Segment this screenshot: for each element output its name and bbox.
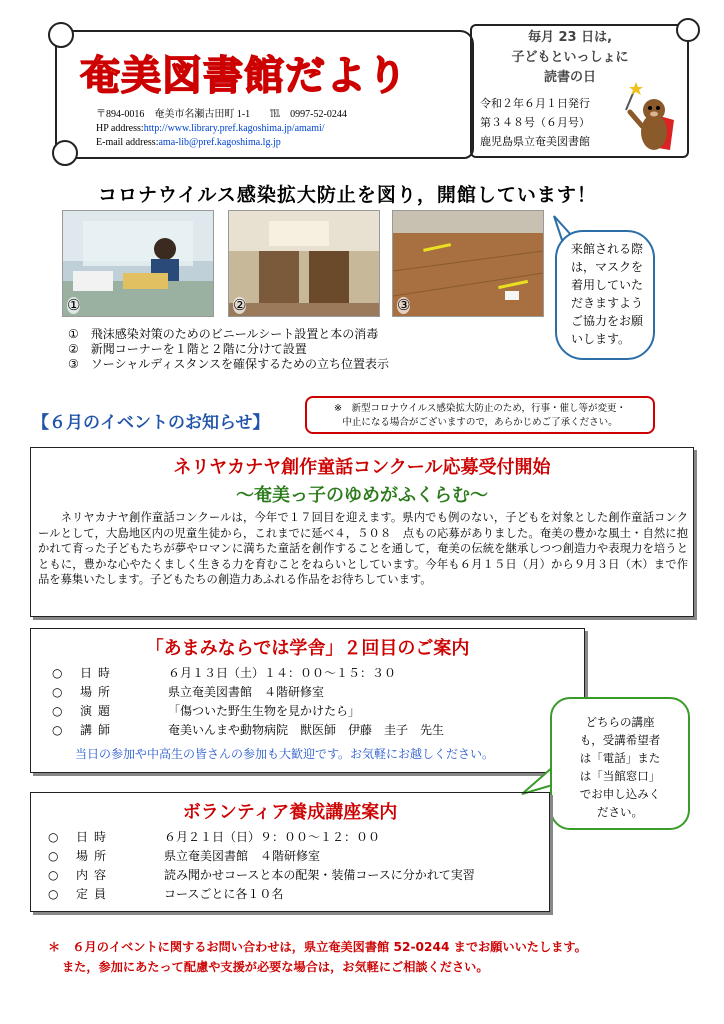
- photo-number-2: ②: [233, 296, 247, 314]
- photo-newspaper-corner: [228, 210, 380, 317]
- application-bubble: どちらの講座 も，受講希望者 は「電話」また は「当館窓口」 でお申し込みく ださい。: [550, 697, 690, 830]
- mask-request-text: 来館される際は，マスクを着用していただきますようご協力をお願いします。: [571, 242, 644, 346]
- detail-row: ○ 講師 奄美いんまや動物病院 獣医師 伊藤 圭子 先生: [52, 723, 445, 737]
- list-item: ① 飛沫感染対策のためのビニールシート設置と本の消毒: [68, 327, 379, 341]
- mascot-icon: [612, 80, 682, 154]
- inquiry-footer: [48, 937, 587, 977]
- footer-line-1: ＊ ６月のイベントに関するお問い合わせは，県立奄美図書館 52-0244 までお願いいたします。: [48, 940, 587, 954]
- scroll-curl-top: [48, 22, 74, 48]
- publication-scroll-curl: [676, 18, 700, 42]
- volunteer-title: ボランティア養成講座案内: [182, 802, 398, 823]
- contact-block: [96, 108, 347, 150]
- contest-description: ネリヤカナヤ創作童話コンクールは，今年で１７回目を迎えます。県内でも例のない，子どもを対象とした創作童話コンクールとして，大島地区内の児童生徒から，これまでに延べ４，５０８ 点もの応募がありました。奄美の豊かな風土・自然に抱かれて育った子どもたちが夢やロマンに満ちた童話を創作することを通して，奄美の伝統を継承しつつ創造力や表現力を培うとともに，豊かな心やたくましく生きる力を育むことをねらいとしています。今年も６月１５日（月）から９月３日（木）まで作品を募集いたします。子どもたちの創造力あふれる作品をお待ちしています。: [38, 511, 688, 586]
- mask-request-bubble: [555, 230, 655, 360]
- detail-row: ○ 場所 県立奄美図書館 ４階研修室: [52, 685, 325, 699]
- issue-number: 第３４８号（６月号）: [480, 116, 590, 129]
- hp-link[interactable]: http://www.library.pref.kagoshima.jp/amami/: [143, 123, 325, 134]
- photo-image-1: [63, 211, 213, 316]
- footer-line-2: また，参加にあたって配慮や支援が必要な場合は，お気軽にご相談ください。: [62, 960, 489, 974]
- detail-row: ○ 日時 ６月２１日（日）９：００～１２：００: [48, 830, 381, 844]
- issue-date: 令和２年６月１日発行: [480, 97, 590, 110]
- detail-row: ○ 定員 コースごとに各１０名: [48, 887, 284, 901]
- headline: コロナウイルス感染拡大防止を図り，開館しています！: [98, 184, 597, 206]
- list-item: ② 新聞コーナーを１階と２階に分けて設置: [68, 342, 307, 356]
- detail-row: ○ 場所 県立奄美図書館 ４階研修室: [48, 849, 321, 863]
- contest-title: ネリヤカナヤ創作童話コンクール応募受付開始: [173, 457, 551, 478]
- photo-image-2: [229, 211, 379, 316]
- reading-day-motto: 毎月 23 日は, 子どもといっしょに 読書の日: [511, 30, 629, 85]
- volunteer-details: [48, 828, 475, 904]
- photo-number-3: ③: [397, 296, 411, 314]
- cancellation-notice: ※ 新型コロナウイルス感染拡大防止のため，行事・催し等が変更・ 中止になる場合がございますので，あらかじめご了承ください。: [305, 396, 655, 434]
- school-details: [52, 664, 444, 740]
- detail-row: ○ 内容 読み聞かせコースと本の配架・装備コースに分かれて実習: [48, 868, 475, 882]
- hp-address-row: [96, 122, 347, 136]
- contest-subtitle: ～奄美っ子のゆめがふくらむ～: [236, 485, 488, 506]
- email-row: [96, 136, 347, 150]
- email-link[interactable]: ama-lib@pref.kagoshima.lg.jp: [158, 137, 281, 148]
- events-section-title: 【６月のイベントのお知らせ】: [32, 413, 270, 433]
- infection-measures-list: [68, 327, 389, 372]
- school-title: 「あまみならでは学舎」２回目のご案内: [145, 638, 470, 659]
- scroll-curl-bottom: [52, 140, 78, 166]
- photo-image-3: [393, 211, 543, 316]
- email-label: E-mail address:: [96, 137, 159, 148]
- publication-info: [480, 94, 590, 151]
- list-item: ③ ソーシャルディスタンスを確保するための立ち位置表示: [68, 357, 389, 371]
- detail-row: ○ 演題 「傷ついた野生生物を見かけたら」: [52, 704, 361, 718]
- newsletter-title: 奄美図書館だより: [80, 53, 408, 99]
- publisher: 鹿児島県立奄美図書館: [480, 135, 590, 148]
- hp-label: HP address:: [96, 123, 144, 134]
- postal-address: 〒894-0016 奄美市名瀬古田町 1-1 ℡ 0997-52-0244: [96, 109, 347, 120]
- photo-vinyl-sheet: [62, 210, 214, 317]
- photo-number-1: ①: [67, 296, 81, 314]
- detail-row: ○ 日時 ６月１３日（土）１４：００～１５：３０: [52, 666, 397, 680]
- photo-standing-markers: [392, 210, 544, 317]
- school-note: 当日の参加や中高生の皆さんの参加も大歓迎です。お気軽にお越しください。: [75, 747, 495, 761]
